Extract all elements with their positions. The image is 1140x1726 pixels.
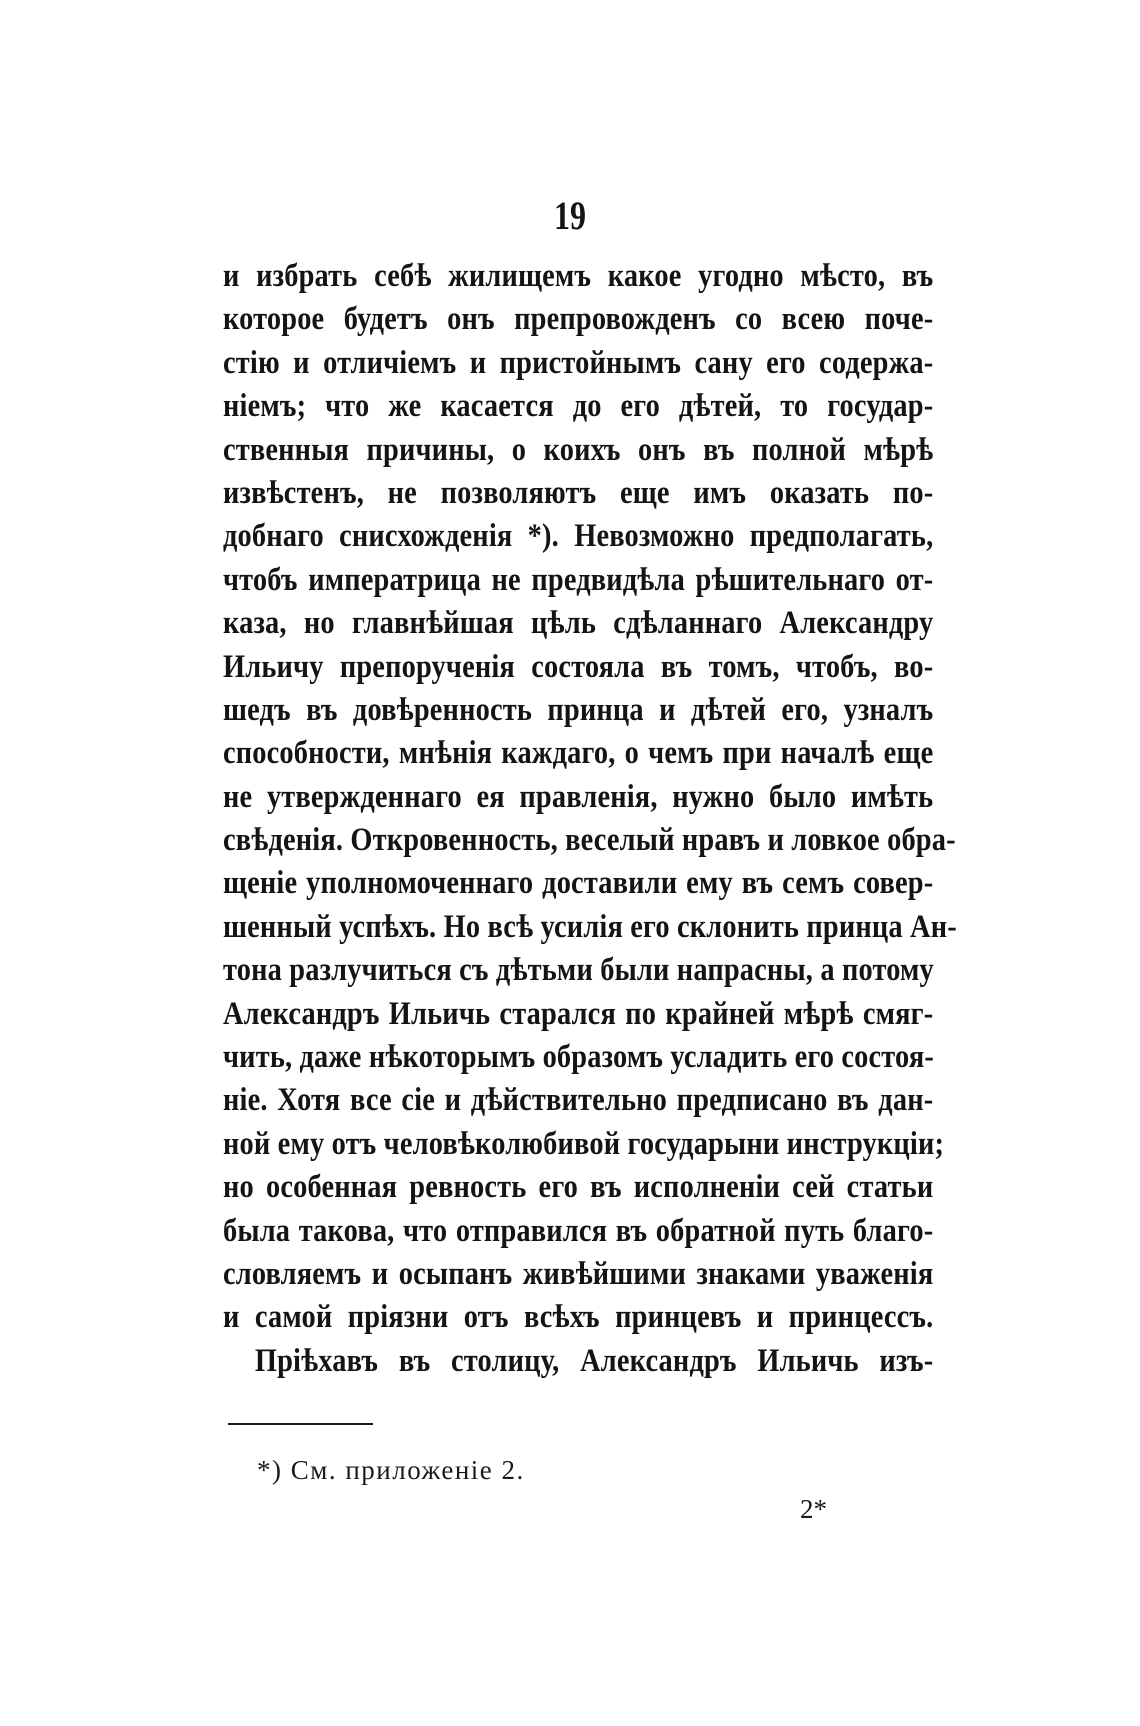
text-line: стію и отличіемъ и пристойнымъ сану его содержа- bbox=[223, 344, 934, 381]
text-line: была такова, что отправился въ обратной путь благо- bbox=[223, 1212, 934, 1249]
text-line: Александръ Ильичь старался по крайней мѣрѣ смяг- bbox=[223, 995, 934, 1032]
text-line: чить, даже нѣкоторымъ образомъ усладить его состоя- bbox=[223, 1039, 935, 1076]
footnote-divider bbox=[228, 1423, 373, 1425]
text-line: шедъ въ довѣренность принца и дѣтей его, узналъ bbox=[223, 691, 934, 728]
text-line: которое будетъ онъ препровожденъ со всею поче- bbox=[223, 301, 934, 338]
text-line: и самой пріязни отъ всѣхъ принцевъ и принцессъ. bbox=[223, 1299, 934, 1336]
signature-mark: 2* bbox=[800, 1494, 827, 1524]
text-line: добнаго снисхожденія *). Невозможно предполагать, bbox=[223, 518, 934, 555]
text-line: но особенная ревность его въ исполненіи сей статьи bbox=[223, 1169, 934, 1206]
text-line: щеніе уполномоченнаго доставили ему въ семъ совер- bbox=[223, 865, 934, 902]
text-line: ніемъ; что же касается до его дѣтей, то государ- bbox=[223, 388, 934, 425]
text-line: не утвержденнаго ея правленія, нужно было имѣть bbox=[223, 778, 934, 815]
text-line: словляемъ и осыпанъ живѣйшими знаками уваженія bbox=[223, 1255, 934, 1292]
text-line: и избрать себѣ жилищемъ какое угодно мѣсто, въ bbox=[223, 258, 934, 294]
text-line: ніе. Хотя все сіе и дѣйствительно предписано въ дан- bbox=[223, 1082, 934, 1119]
text-line: ственныя причины, о коихъ онъ въ полной мѣрѣ bbox=[223, 431, 934, 468]
paragraph-start-line: Пріѣхавъ въ столицу, Александръ Ильичь изъ- bbox=[254, 1342, 934, 1379]
footnote: *) См. приложеніе 2. bbox=[257, 1455, 525, 1485]
text-line: тона разлучиться съ дѣтьми были напрасны, а потому bbox=[223, 952, 934, 989]
page-number: 19 bbox=[554, 193, 586, 238]
text-line: извѣстенъ, не позволяютъ еще имъ оказать по- bbox=[223, 474, 934, 511]
text-line: ной ему отъ человѣколюбивой государыни инструкціи; bbox=[223, 1125, 945, 1162]
text-line: способности, мнѣнія каждаго, о чемъ при началѣ еще bbox=[223, 735, 934, 772]
body-text bbox=[223, 255, 957, 1383]
text-line: шенный успѣхъ. Но всѣ усилія его склонить принца Ан- bbox=[223, 908, 957, 945]
text-line: свѣденія. Откровенность, веселый нравъ и ловкое обра- bbox=[223, 822, 956, 859]
text-line: каза, но главнѣйшая цѣль сдѣланнаго Александру bbox=[223, 605, 934, 642]
text-line: Ильичу препорученія состояла въ томъ, чтобъ, во- bbox=[223, 648, 934, 685]
text-line: чтобъ императрица не предвидѣла рѣшительнаго от- bbox=[223, 561, 934, 598]
